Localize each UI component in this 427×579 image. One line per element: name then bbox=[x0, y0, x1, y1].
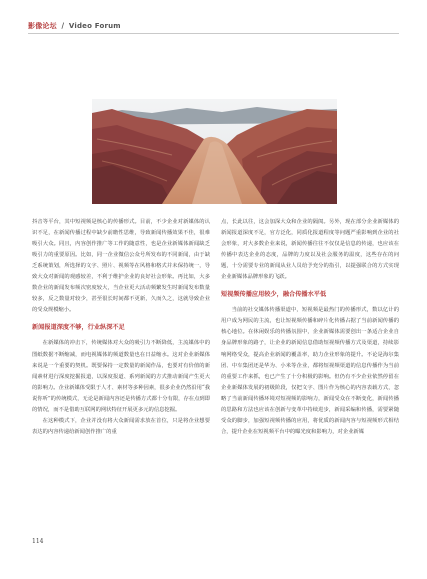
header-separator: / bbox=[61, 21, 65, 30]
paragraph: 当前的社交媒体传播渠道中，短视频是最热门的传播形式，数以亿计的用户成为网民的主流，也让短视频传播和碎片化传播占据了当前新闻传播的核心地位。在休闲娱乐的传播氛围中，企业新媒体需要创出一条适合企业自身品牌形象的路子，让企业的新闻信息借助短视频传播方式及渠道，持续影响网络受众，提高企业新闻的覆盖率，助力企业形象的提升。不论是海尔集团、中车集团还是华为、小米等企业，都将短视频渠道的信息传播作为当前的重要工作来抓，也已产生了十分积极的影响。但仍有不少企业依然停留在企业新媒体发展的初级阶段，仅把文字、图片作为核心的内容表载方式，忽略了当前新闻传播环境对短视频的影响力，新闻受众在不断变化，新闻传播的思路和方法也应该在创新与变革中持续进步，新闻采编和传播，需要紧随受众的脚步，加强短视频传播的应用，将优质的新闻内容与短视频形式相结合，提升企业在短视频平台中的曝光度和影响力，对企业新媒 bbox=[221, 307, 399, 435]
paragraph: 在新媒体的冲击下，传统媒体对大众的吸引力不断降低，主流媒体中的图纸数据不断缩减，而电视媒体的频道数量也在日益缩水。这对企业新媒体来说是一个重要的契机。既要保持一定数量的新闻作品，也要对有价值的新闻素材进行深度挖掘报道，以深度报道、系列新闻的方式推动新闻产生更大的影响力。企业新媒体受限于人才、素材等多种因素，很多企业仍然沿用“我说你听”的传统模式，无论是新闻内容还是传播方式都十分有限，存在点到即的情况，而不是借助互联网的网状特征开展更多元的信息挖掘。 bbox=[32, 340, 210, 413]
section-heading: 新闻报道深度不够，行业纵深不足 bbox=[32, 324, 125, 332]
header-divider bbox=[28, 33, 399, 34]
left-text-column bbox=[32, 217, 210, 438]
canyon-road-photo bbox=[92, 99, 337, 204]
right-text-column bbox=[221, 217, 399, 438]
section-header bbox=[28, 21, 121, 31]
section-heading: 短视频传播应用较少，融合传播水平低 bbox=[221, 291, 327, 299]
section-title-cn: 影像论坛 bbox=[28, 21, 57, 30]
paragraph: 在这种模式下，企业并没有将大众新闻需求放在首位，只是将企业想要表达的内容传递给新闻创作推广的重 bbox=[32, 417, 210, 435]
page-number: 114 bbox=[32, 538, 44, 545]
paragraph: 点，长此以往，这会加深大众和企业的隔阂。另外，现在部分企业新媒体的新闻报道深度不足，官方泛化，同质化报道程度等问题严重影响到企业的社会形象，对大多数企业来说，新闻传播往往不仅仅是信息的传递，也应该在传播中表达企业的态度，品牌的力度以及社会服务的温度，这些存在的问题，十分需要专业的新闻从业人员给予充分的指引，以提强联合的方式实现企业新媒体品牌形象的飞跃。 bbox=[221, 219, 399, 281]
section-title-en: Video Forum bbox=[68, 22, 121, 30]
paragraph: 抖音等平台，其中短视频是核心的传播形式。目前，不少企业对新媒体的认识不足，在新闻传播过程中缺少前瞻性思维，导致新闻传播效果不佳，很难吸引大众。同且，内容创作推广等工作的随意性，也是企业新媒体新闻缺乏吸引力的重要原因。比如，同一企业微信公众号所发布的不同新闻，由于缺乏系统策划，所选择的文字、照片、视频等在风格和格式并未保持统一，导致大众对新闻的观感较差，不利于维护企业的良好社会形象。再比如，大多数企业的新闻发布频次密度较大，当企业更大活动频繁发生时新闻发布数量较多，反之数量对较少，甚至很长时间都不更新，久而久之，这就导致企业的受众规模缩小。 bbox=[32, 219, 210, 314]
